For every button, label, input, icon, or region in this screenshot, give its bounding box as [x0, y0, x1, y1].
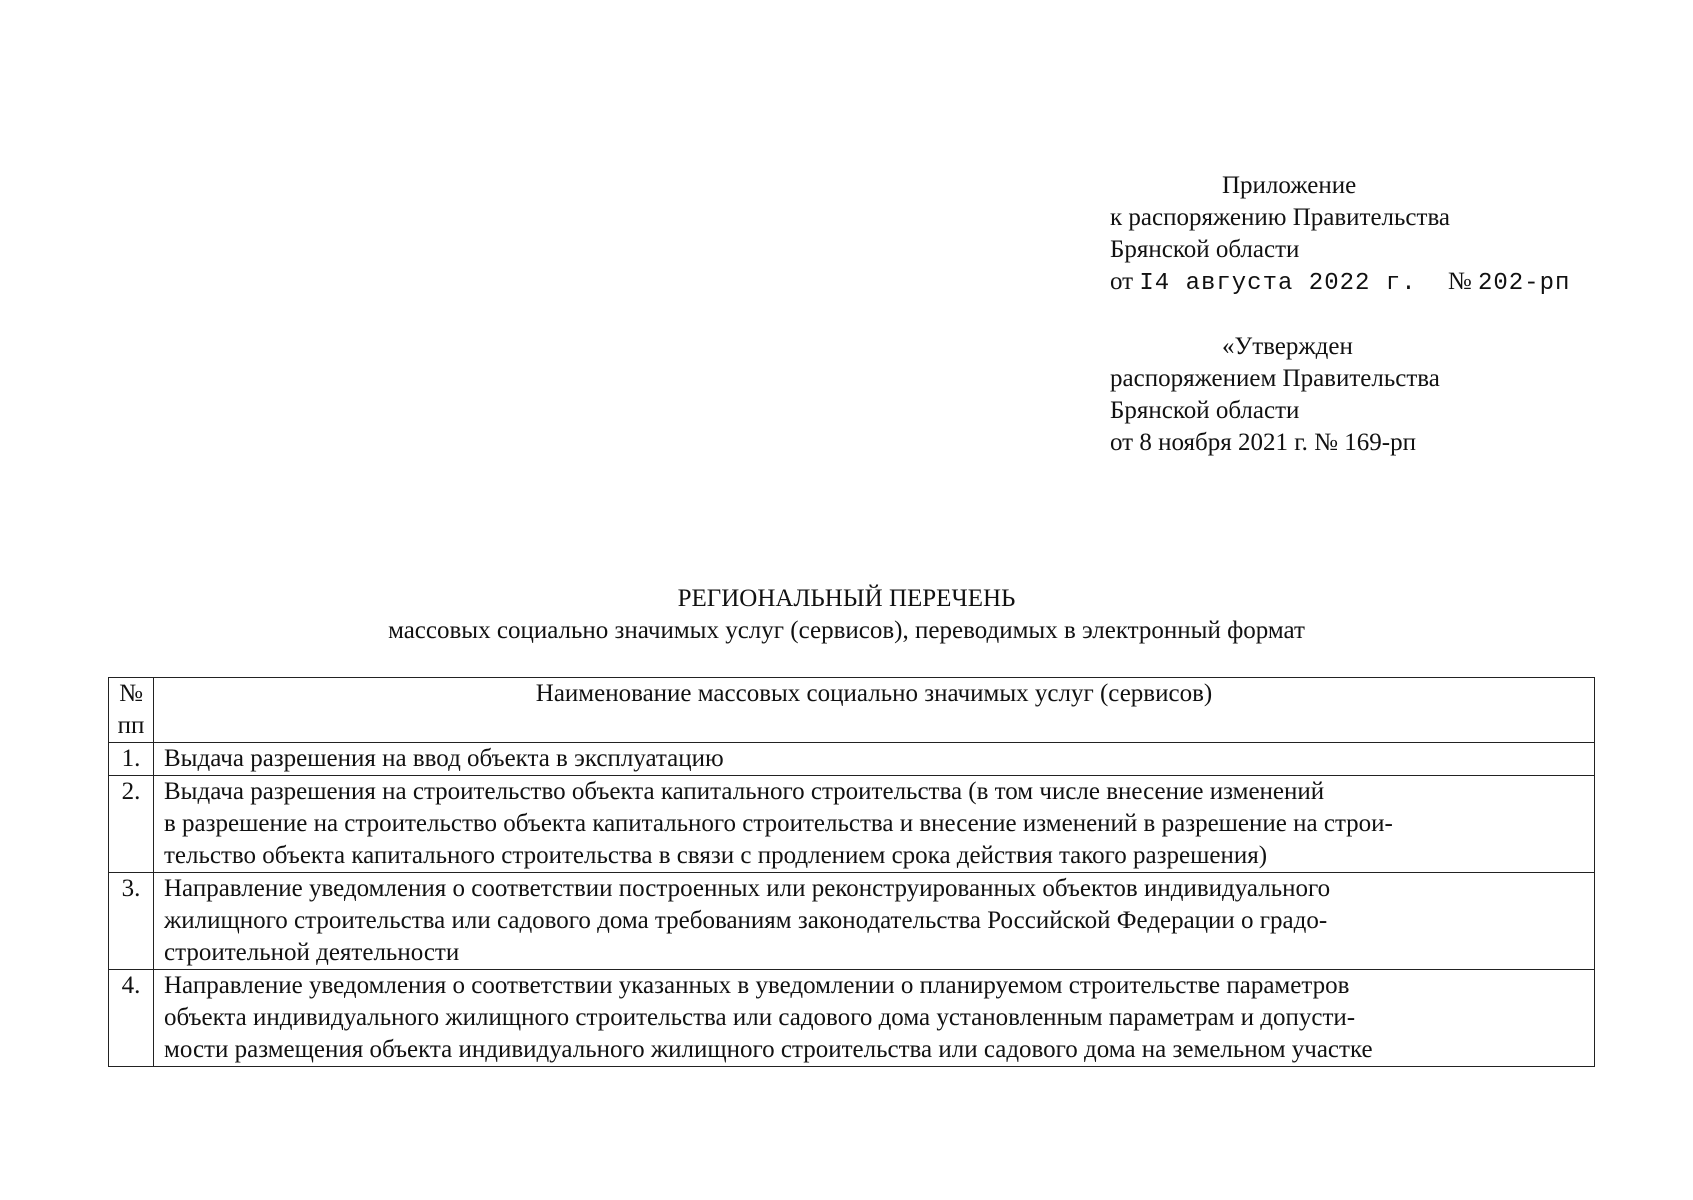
- row-num: 1.: [109, 743, 154, 776]
- number-stamp: 202-рп: [1477, 270, 1571, 297]
- title-main: РЕГИОНАЛЬНЫЙ ПЕРЕЧЕНЬ: [677, 585, 1016, 612]
- row-name: Направление уведомления о соответствии построенных или реконструированных объектов индивидуального жилищного строительства или садового дома требованиям законодательства Российской Федерации о градо- строительной деятельности: [154, 873, 1595, 970]
- table-row: [109, 873, 1595, 970]
- table-row: [109, 970, 1595, 1067]
- date-prefix: от: [1110, 268, 1134, 295]
- approved-block: [1110, 331, 1440, 459]
- approved-heading: «Утвержден: [1222, 333, 1353, 360]
- approved-line-2: Брянской области: [1110, 397, 1300, 424]
- appendix-line-1: к распоряжению Правительства: [1110, 204, 1451, 231]
- appendix-date-line: [1110, 266, 1570, 300]
- date-stamp: I4 августа 2022 г.: [1139, 270, 1417, 297]
- table-row: [109, 743, 1595, 776]
- table-header-row: [109, 678, 1595, 743]
- table-row: [109, 776, 1595, 873]
- appendix-block: [1110, 170, 1570, 300]
- row-num: 2.: [109, 776, 154, 873]
- approved-line-1: распоряжением Правительства: [1110, 365, 1440, 392]
- row-name: Выдача разрешения на ввод объекта в эксплуатацию: [154, 743, 1595, 776]
- appendix-heading: Приложение: [1222, 172, 1357, 199]
- appendix-line-2: Брянской области: [1110, 236, 1300, 263]
- header-num: № пп: [109, 678, 154, 743]
- row-name: Выдача разрешения на строительство объекта капитального строительства (в том числе внесение изменений в разрешение на строительство объекта капитального строительства и внесение изменений в разрешение на строи- тельство объекта капитального строительства в связи с продлением срока действия такого разрешения): [154, 776, 1595, 873]
- row-num: 4.: [109, 970, 154, 1067]
- title-sub: массовых социально значимых услуг (сервисов), переводимых в электронный формат: [388, 617, 1305, 644]
- approved-line-3: от 8 ноября 2021 г. № 169-рп: [1110, 429, 1416, 456]
- row-name: Направление уведомления о соответствии указанных в уведомлении о планируемом строительстве параметров объекта индивидуального жилищного строительства или садового дома установленным параметрам и допусти- мости размещения объекта индивидуального жилищного строительства или садового дома на земельном участке: [154, 970, 1595, 1067]
- header-name: Наименование массовых социально значимых услуг (сервисов): [154, 678, 1595, 743]
- number-prefix: №: [1447, 268, 1472, 295]
- document-title: [0, 583, 1693, 647]
- row-num: 3.: [109, 873, 154, 970]
- services-table: [108, 677, 1595, 1067]
